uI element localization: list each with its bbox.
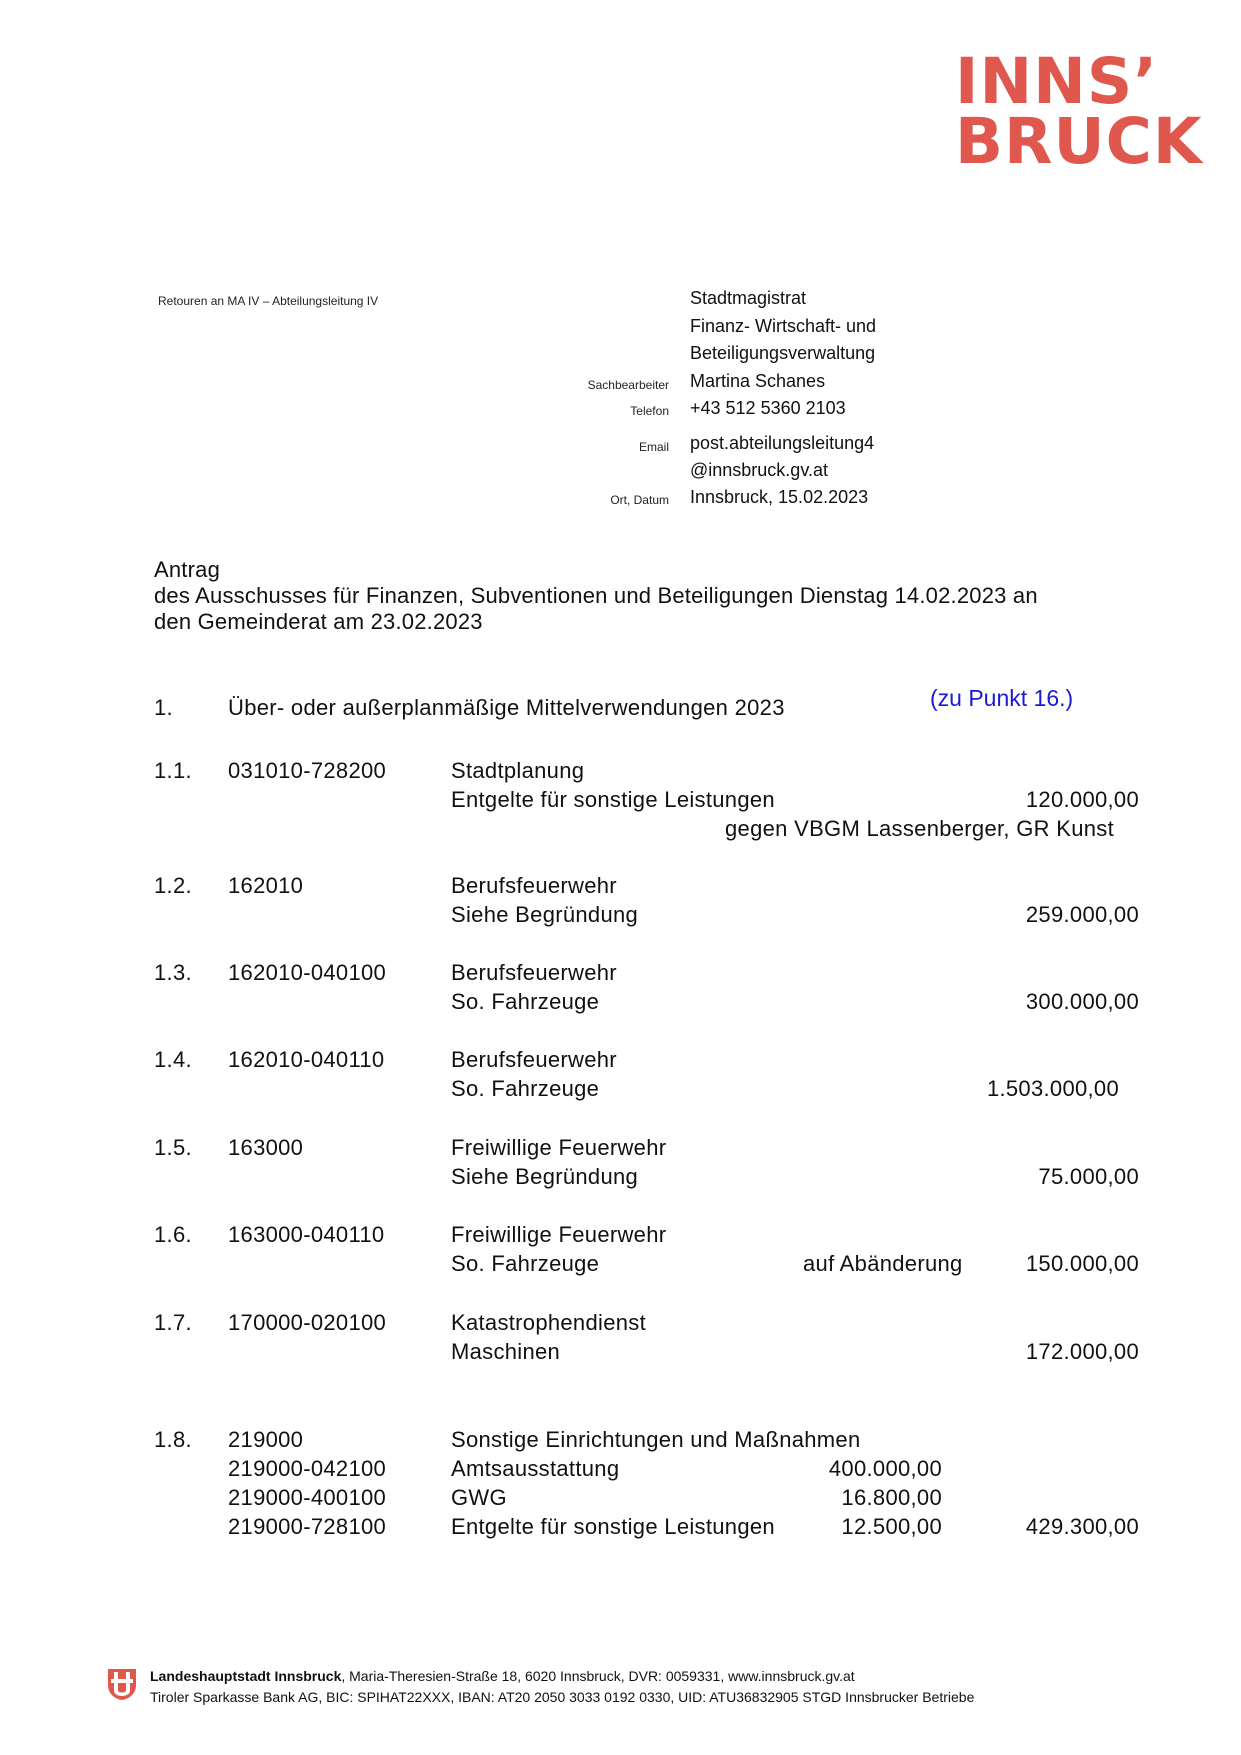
item-desc: Siehe Begründung xyxy=(451,1164,639,1189)
office-line-1: Stadtmagistrat xyxy=(690,288,807,308)
sub-code: 219000-728100 xyxy=(228,1514,387,1539)
item-title: Berufsfeuerwehr xyxy=(451,960,617,985)
office-line-2: Finanz- Wirtschaft- und xyxy=(690,316,877,336)
item-amount: 150.000,00 xyxy=(1025,1251,1139,1276)
item-number: 1.7. xyxy=(154,1310,192,1335)
item-number: 1.2. xyxy=(154,873,192,898)
item-desc: So. Fahrzeuge xyxy=(451,1076,600,1101)
footer-bank: Tiroler Sparkasse Bank AG, BIC: SPIHAT22XXX, IBAN: AT20 2050 3033 0192 0330, UID: ATU36832905 STGD Innsbrucker Betriebe xyxy=(150,1689,975,1705)
date-label: Ort, Datum xyxy=(610,493,669,507)
item-number: 1.1. xyxy=(154,758,192,783)
item-number: 1.3. xyxy=(154,960,192,985)
item-amount: 1.503.000,00 xyxy=(986,1076,1119,1101)
item-title: Berufsfeuerwehr xyxy=(451,873,617,898)
item-amount: 120.000,00 xyxy=(1025,787,1139,812)
item-desc: Siehe Begründung xyxy=(451,902,639,927)
item-number: 1.8. xyxy=(154,1427,192,1452)
item-code: 170000-020100 xyxy=(228,1310,387,1335)
item-code: 219000 xyxy=(228,1427,304,1452)
coat-of-arms-icon xyxy=(107,1667,137,1706)
item-title: Sonstige Einrichtungen und Maßnahmen xyxy=(451,1427,861,1452)
footer-city-name: Landeshauptstadt Innsbruck xyxy=(150,1668,342,1684)
antrag-title: Antrag xyxy=(154,557,221,582)
logo-line-2: BRUCK xyxy=(955,105,1203,178)
item-note: auf Abänderung xyxy=(803,1251,963,1276)
sub-amount: 12.500,00 xyxy=(841,1514,942,1539)
sub-desc: Amtsausstattung xyxy=(451,1456,620,1481)
sub-amount: 400.000,00 xyxy=(828,1456,942,1481)
sub-desc: Entgelte für sonstige Leistungen xyxy=(451,1514,775,1539)
innsbruck-logo xyxy=(955,45,1203,178)
clerk-name: Martina Schanes xyxy=(690,371,826,391)
item-code: 162010-040110 xyxy=(228,1047,385,1072)
item-number: 1.4. xyxy=(154,1047,192,1072)
footer-address-text: , Maria-Theresien-Straße 18, 6020 Innsbruck, DVR: 0059331, www.innsbruck.gv.at xyxy=(341,1668,855,1684)
item-title: Freiwillige Feuerwehr xyxy=(451,1135,667,1160)
item-code: 163000 xyxy=(228,1135,304,1160)
section-title: Über- oder außerplanmäßige Mittelverwendungen 2023 xyxy=(228,695,785,720)
item-amount: 75.000,00 xyxy=(1038,1164,1139,1189)
item-desc: So. Fahrzeuge xyxy=(451,989,600,1014)
item-number: 1.6. xyxy=(154,1222,192,1247)
item-desc: So. Fahrzeuge xyxy=(451,1251,600,1276)
office-line-3: Beteiligungsverwaltung xyxy=(690,343,876,363)
item-code: 163000-040110 xyxy=(228,1222,385,1247)
sub-code: 219000-042100 xyxy=(228,1456,387,1481)
section-note: (zu Punkt 16.) xyxy=(930,685,1074,711)
antrag-line-2: des Ausschusses für Finanzen, Subventionen und Beteiligungen Dienstag 14.02.2023 an xyxy=(154,583,1038,608)
antrag-line-3: den Gemeinderat am 23.02.2023 xyxy=(154,609,483,634)
logo-line-1: INNS’ xyxy=(955,45,1159,118)
item-amount: 172.000,00 xyxy=(1025,1339,1139,1364)
item-number: 1.5. xyxy=(154,1135,192,1160)
sub-amount: 16.800,00 xyxy=(841,1485,942,1510)
clerk-label: Sachbearbeiter xyxy=(587,378,669,392)
place-date: Innsbruck, 15.02.2023 xyxy=(690,487,869,507)
item-title: Freiwillige Feuerwehr xyxy=(451,1222,667,1247)
email-line-2[interactable]: @innsbruck.gv.at xyxy=(690,460,828,480)
email-label: Email xyxy=(638,440,669,454)
item-code: 031010-728200 xyxy=(228,758,387,783)
sub-code: 219000-400100 xyxy=(228,1485,387,1510)
phone-number: +43 512 5360 2103 xyxy=(690,398,846,418)
email-line-1[interactable]: post.abteilungsleitung4 xyxy=(690,433,875,453)
sub-desc: GWG xyxy=(451,1485,507,1510)
footer-address xyxy=(150,1668,855,1684)
item-code: 162010-040100 xyxy=(228,960,387,985)
phone-label: Telefon xyxy=(630,404,669,418)
section-number: 1. xyxy=(154,695,173,720)
item-title: Berufsfeuerwehr xyxy=(451,1047,617,1072)
item-desc: Maschinen xyxy=(451,1339,561,1364)
item-extra: gegen VBGM Lassenberger, GR Kunst xyxy=(725,816,1115,841)
item-total: 429.300,00 xyxy=(1025,1514,1139,1539)
item-amount: 259.000,00 xyxy=(1025,902,1139,927)
item-amount: 300.000,00 xyxy=(1025,989,1139,1014)
item-title: Stadtplanung xyxy=(451,758,585,783)
item-desc: Entgelte für sonstige Leistungen xyxy=(451,787,775,812)
item-code: 162010 xyxy=(228,873,304,898)
item-title: Katastrophendienst xyxy=(451,1310,646,1335)
return-address: Retouren an MA IV – Abteilungsleitung IV xyxy=(158,294,379,308)
